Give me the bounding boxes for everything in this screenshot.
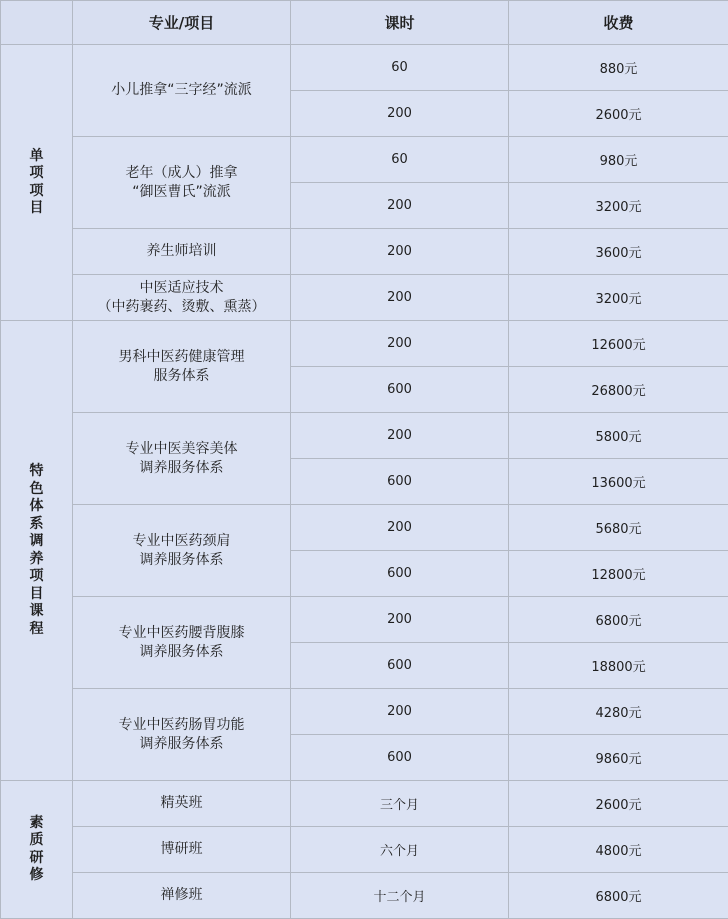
category-label: 特色体系调养项目课程 (30, 463, 44, 638)
course-name-line: 博研班 (73, 840, 290, 859)
fee-cell: 5680元 (509, 505, 728, 551)
course-name-cell (73, 873, 291, 919)
course-name-line: 精英班 (73, 794, 290, 813)
hours-cell: 十二个月 (291, 873, 509, 919)
course-name-line: 专业中医药腰背腹膝 (73, 624, 290, 643)
hours-cell: 200 (291, 275, 509, 321)
fee-cell: 26800元 (509, 367, 728, 413)
category-label: 素质研修 (30, 815, 44, 885)
fee-cell: 12600元 (509, 321, 728, 367)
table-row (1, 781, 728, 827)
table-body (1, 45, 728, 919)
course-name-line: 调养服务体系 (73, 459, 290, 478)
fee-cell: 12800元 (509, 551, 728, 597)
course-name-line: 小儿推拿“三字经”流派 (73, 81, 290, 100)
table-row (1, 873, 728, 919)
fee-cell: 5800元 (509, 413, 728, 459)
table-row (1, 137, 728, 183)
category-cell (1, 45, 73, 321)
fee-cell: 3200元 (509, 275, 728, 321)
course-name-cell (73, 597, 291, 689)
table-row (1, 321, 728, 367)
hours-cell: 600 (291, 735, 509, 781)
course-name-cell (73, 689, 291, 781)
course-name-line: 调养服务体系 (73, 735, 290, 754)
course-name-cell (73, 275, 291, 321)
category-label: 单项项目 (30, 148, 44, 218)
fee-cell: 2600元 (509, 91, 728, 137)
hours-cell: 200 (291, 689, 509, 735)
hours-cell: 60 (291, 137, 509, 183)
course-name-line: （中药裹药、烫敷、熏蒸） (73, 298, 290, 317)
course-name-cell (73, 413, 291, 505)
hours-cell: 600 (291, 643, 509, 689)
fee-cell: 18800元 (509, 643, 728, 689)
course-name-line: 服务体系 (73, 367, 290, 386)
fee-cell: 9860元 (509, 735, 728, 781)
course-name-line: “御医曹氏”流派 (73, 183, 290, 202)
course-name-line: 养生师培训 (73, 242, 290, 261)
course-name-line: 专业中医药颈肩 (73, 532, 290, 551)
hours-cell: 200 (291, 229, 509, 275)
course-name-line: 中医适应技术 (73, 279, 290, 298)
hours-cell: 600 (291, 459, 509, 505)
course-name-cell (73, 505, 291, 597)
hours-cell: 200 (291, 183, 509, 229)
hours-cell: 六个月 (291, 827, 509, 873)
fee-cell: 4800元 (509, 827, 728, 873)
hours-cell: 600 (291, 367, 509, 413)
table-row (1, 229, 728, 275)
header-row (1, 1, 728, 45)
fee-cell: 980元 (509, 137, 728, 183)
fee-cell: 6800元 (509, 873, 728, 919)
fee-cell: 4280元 (509, 689, 728, 735)
fee-cell: 3200元 (509, 183, 728, 229)
table-row (1, 505, 728, 551)
fee-cell: 3600元 (509, 229, 728, 275)
course-name-cell (73, 45, 291, 137)
header-fee: 收费 (509, 1, 728, 45)
course-name-line: 专业中医药肠胃功能 (73, 716, 290, 735)
hours-cell: 三个月 (291, 781, 509, 827)
hours-cell: 200 (291, 597, 509, 643)
hours-cell: 600 (291, 551, 509, 597)
table-row (1, 597, 728, 643)
hours-cell: 60 (291, 45, 509, 91)
course-name-line: 老年（成人）推拿 (73, 164, 290, 183)
course-name-cell (73, 827, 291, 873)
category-cell (1, 781, 73, 919)
header-hours: 课时 (291, 1, 509, 45)
header-item: 专业/项目 (73, 1, 291, 45)
course-name-line: 调养服务体系 (73, 551, 290, 570)
table-header (1, 1, 728, 45)
course-name-line: 男科中医药健康管理 (73, 348, 290, 367)
course-name-cell (73, 321, 291, 413)
table-row (1, 413, 728, 459)
table-row (1, 689, 728, 735)
fee-cell: 13600元 (509, 459, 728, 505)
hours-cell: 200 (291, 321, 509, 367)
course-name-cell (73, 137, 291, 229)
hours-cell: 200 (291, 91, 509, 137)
course-name-cell (73, 781, 291, 827)
category-cell (1, 321, 73, 781)
course-name-line: 禅修班 (73, 886, 290, 905)
fee-cell: 880元 (509, 45, 728, 91)
header-corner-cell (1, 1, 73, 45)
table-row (1, 45, 728, 91)
hours-cell: 200 (291, 413, 509, 459)
course-name-line: 专业中医美容美体 (73, 440, 290, 459)
table-row (1, 275, 728, 321)
hours-cell: 200 (291, 505, 509, 551)
course-name-line: 调养服务体系 (73, 643, 290, 662)
fee-cell: 6800元 (509, 597, 728, 643)
course-name-cell (73, 229, 291, 275)
table-row (1, 827, 728, 873)
fee-cell: 2600元 (509, 781, 728, 827)
